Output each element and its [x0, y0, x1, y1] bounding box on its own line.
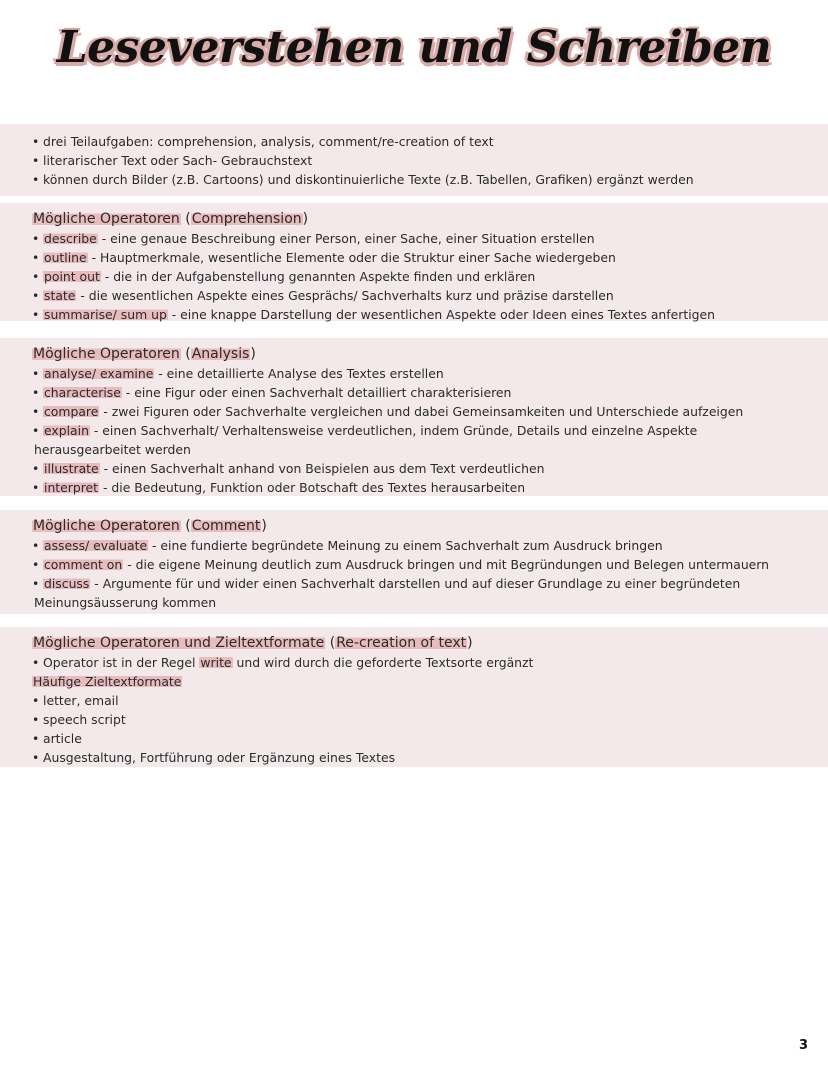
list-item: • describe - eine genaue Beschreibung einer Person, einer Sache, einer Situation erstellen	[32, 231, 595, 246]
page-number: 3	[798, 1038, 808, 1053]
list-item: • explain - einen Sachverhalt/ Verhaltensweise verdeutlichen, indem Gründe, Details und einzelne Aspekte	[32, 423, 698, 438]
list-item: • summarise/ sum up - eine knappe Darstellung der wesentlichen Aspekte oder Ideen eines Textes anfertigen	[32, 307, 716, 322]
list-item: • Ausgestaltung, Fortführung oder Ergänzung eines Textes	[32, 750, 396, 765]
list-item: • letter, email	[32, 693, 119, 708]
recreation-box	[0, 627, 828, 767]
list-item: • speech script	[32, 712, 126, 727]
subheading: Häufige Zieltextformate	[33, 674, 182, 689]
list-item: • state - die wesentlichen Aspekte eines Gesprächs/ Sachverhalts kurz und präzise darstellen	[32, 288, 614, 303]
list-item: • können durch Bilder (z.B. Cartoons) und diskontinuierliche Texte (z.B. Tabellen, Grafiken) ergänzt werden	[32, 172, 694, 187]
list-item: • literarischer Text oder Sach- Gebrauchstext	[32, 153, 313, 168]
list-item-continuation: Meinungsäusserung kommen	[34, 595, 217, 610]
intro-box	[0, 124, 828, 196]
comprehension-box	[0, 203, 828, 321]
list-item: • discuss - Argumente für und wider einen Sachverhalt darstellen und auf dieser Grundlage zu einer begründeten	[32, 576, 741, 591]
list-item: • interpret - die Bedeutung, Funktion oder Botschaft des Textes herausarbeiten	[32, 480, 526, 495]
list-item: • drei Teilaufgaben: comprehension, analysis, comment/re-creation of text	[32, 134, 494, 149]
list-item: • characterise - eine Figur oder einen Sachverhalt detailliert charakterisieren	[32, 385, 512, 400]
page-title: Leseverstehen und Schreiben	[56, 22, 772, 73]
list-item: • outline - Hauptmerkmale, wesentliche Elemente oder die Struktur einer Sache wiedergeben	[32, 250, 616, 265]
list-item: • illustrate - einen Sachverhalt anhand von Beispielen aus dem Text verdeutlichen	[32, 461, 545, 476]
list-item: • article	[32, 731, 82, 746]
comment-box	[0, 510, 828, 614]
list-item: • Operator ist in der Regel write und wird durch die geforderte Textsorte ergänzt	[32, 655, 534, 670]
list-item: • assess/ evaluate - eine fundierte begründete Meinung zu einem Sachverhalt zum Ausdruck bringen	[32, 538, 663, 553]
list-item: • point out - die in der Aufgabenstellung genannten Aspekte finden und erklären	[32, 269, 536, 284]
section-heading: Mögliche Operatoren (Comprehension)	[33, 211, 309, 227]
section-heading: Mögliche Operatoren und Zieltextformate (Re-creation of text)	[33, 635, 473, 651]
list-item: • compare - zwei Figuren oder Sachverhalte vergleichen und dabei Gemeinsamkeiten und Unterschiede aufzeigen	[32, 404, 744, 419]
section-heading: Mögliche Operatoren (Comment)	[33, 518, 267, 534]
list-item: • comment on - die eigene Meinung deutlich zum Ausdruck bringen und mit Begründungen und Belegen untermauern	[32, 557, 770, 572]
list-item: • analyse/ examine - eine detaillierte Analyse des Textes erstellen	[32, 366, 444, 381]
analysis-box	[0, 338, 828, 496]
section-heading: Mögliche Operatoren (Analysis)	[33, 346, 256, 362]
list-item-continuation: herausgearbeitet werden	[34, 442, 191, 457]
